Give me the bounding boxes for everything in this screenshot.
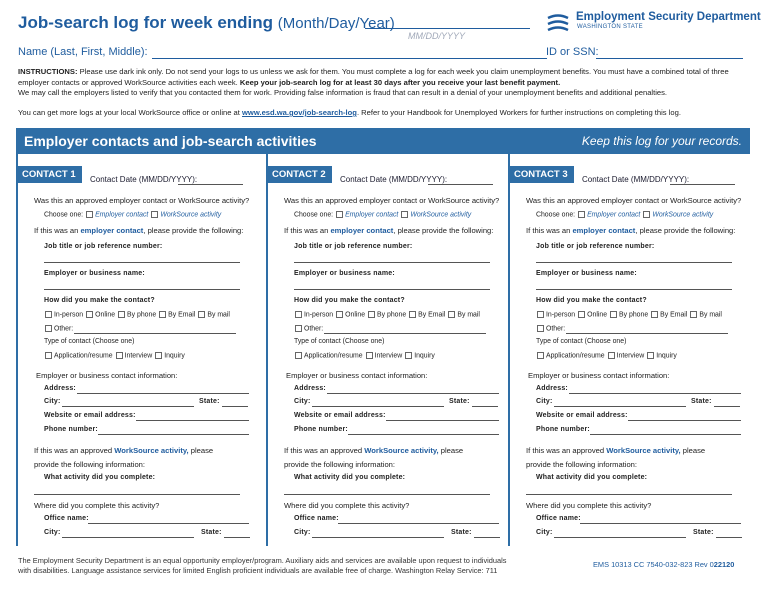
phone-field[interactable] bbox=[98, 434, 249, 435]
phone-label: Phone number: bbox=[294, 426, 348, 433]
field-text: Employer or business contact information: bbox=[528, 371, 670, 380]
city-label: City: bbox=[536, 398, 553, 405]
inquiry-checkbox[interactable] bbox=[647, 352, 654, 359]
title-date-format: (Month/Day/Year) bbox=[277, 15, 395, 32]
city-field[interactable] bbox=[62, 406, 194, 407]
in-person-checkbox[interactable] bbox=[537, 311, 544, 318]
intro-text: please bbox=[682, 446, 706, 455]
field-text: Employer or business contact information: bbox=[36, 371, 178, 380]
application-checkbox[interactable] bbox=[537, 352, 544, 359]
more-logs-text: You can get more logs at your local WorkSource office or online at bbox=[18, 108, 240, 117]
activity-state-label: State: bbox=[693, 529, 714, 536]
footer-line-1: The Employment Security Department is an equal opportunity employer/program. Auxiliary aids and services are available upon request to individuals bbox=[18, 556, 507, 565]
answer-line[interactable] bbox=[294, 262, 490, 263]
address-field[interactable] bbox=[77, 393, 249, 394]
contact-type-row bbox=[534, 352, 677, 359]
worksource-activity-checkbox[interactable] bbox=[643, 211, 650, 218]
online-label: Online bbox=[587, 311, 608, 319]
contact-date-field[interactable] bbox=[670, 184, 735, 185]
column-rule bbox=[16, 154, 18, 546]
application-label: Application/resume bbox=[304, 352, 363, 360]
choose-one-label: Choose one: bbox=[294, 211, 334, 219]
field-label: Job title or job reference number: bbox=[294, 243, 413, 250]
inquiry-checkbox[interactable] bbox=[155, 352, 162, 359]
application-label: Application/resume bbox=[546, 352, 605, 360]
activity-city-field[interactable] bbox=[62, 537, 194, 538]
by-phone-label: By phone bbox=[377, 311, 407, 319]
field-text: Was this an approved employer contact or WorkSource activity? bbox=[284, 196, 500, 205]
other-method-row bbox=[42, 325, 73, 332]
week-ending-date-placeholder: MM/DD/YYYY bbox=[408, 31, 466, 41]
field-text: provide the following information: bbox=[34, 460, 146, 469]
other-label: Other: bbox=[54, 325, 74, 333]
worksource-intro bbox=[34, 446, 213, 455]
activity-state-label: State: bbox=[201, 529, 222, 536]
state-label: State: bbox=[199, 398, 220, 405]
interview-label: Interview bbox=[374, 352, 403, 360]
address-label: Address: bbox=[294, 385, 326, 392]
by-mail-label: By mail bbox=[207, 311, 230, 319]
field-label: What activity did you complete: bbox=[294, 474, 406, 481]
address-field[interactable] bbox=[327, 393, 499, 394]
contact-column bbox=[508, 154, 746, 546]
by-phone-checkbox[interactable] bbox=[118, 311, 125, 318]
interview-checkbox[interactable] bbox=[366, 352, 373, 359]
field-label: Employer or business name: bbox=[536, 270, 637, 277]
employer-contact-checkbox[interactable] bbox=[86, 211, 93, 218]
activity-city-field[interactable] bbox=[554, 537, 686, 538]
interview-checkbox[interactable] bbox=[116, 352, 123, 359]
activity-city-label: City: bbox=[294, 529, 311, 536]
field-label: What activity did you complete: bbox=[44, 474, 156, 481]
choose-one-label: Choose one: bbox=[536, 211, 576, 219]
activity-city-label: City: bbox=[536, 529, 553, 536]
worksource-activity-checkbox[interactable] bbox=[151, 211, 158, 218]
answer-line[interactable] bbox=[44, 262, 240, 263]
other-method-row bbox=[534, 325, 565, 332]
address-field[interactable] bbox=[569, 393, 741, 394]
employer-contact-checkbox[interactable] bbox=[336, 211, 343, 218]
by-phone-label: By phone bbox=[619, 311, 649, 319]
by-email-checkbox[interactable] bbox=[651, 311, 658, 318]
phone-field[interactable] bbox=[348, 434, 499, 435]
field-label: What activity did you complete: bbox=[536, 474, 648, 481]
interview-label: Interview bbox=[616, 352, 645, 360]
by-phone-checkbox[interactable] bbox=[610, 311, 617, 318]
answer-line[interactable] bbox=[536, 262, 732, 263]
in-person-checkbox[interactable] bbox=[295, 311, 302, 318]
intro-text: If this was an bbox=[34, 226, 79, 235]
intro-highlight: employer contact bbox=[80, 226, 144, 235]
field-label: Employer or business name: bbox=[294, 270, 395, 277]
in-person-label: In-person bbox=[304, 311, 334, 319]
field-text: Type of contact (Choose one) bbox=[44, 338, 135, 345]
choose-one-row bbox=[44, 211, 221, 218]
by-mail-checkbox[interactable] bbox=[690, 311, 697, 318]
contact-type-row bbox=[42, 352, 185, 359]
inquiry-checkbox[interactable] bbox=[405, 352, 412, 359]
employer-contact-option: Employer contact bbox=[95, 211, 149, 219]
by-mail-label: By mail bbox=[457, 311, 480, 319]
instructions-heading: INSTRUCTIONS: bbox=[18, 67, 78, 76]
name-field[interactable] bbox=[152, 58, 547, 59]
city-label: City: bbox=[294, 398, 311, 405]
form-revision: 22120 bbox=[713, 560, 735, 569]
answer-line[interactable] bbox=[34, 494, 240, 495]
online-checkbox[interactable] bbox=[86, 311, 93, 318]
field-text: Employer or business contact information: bbox=[286, 371, 428, 380]
by-phone-label: By phone bbox=[127, 311, 157, 319]
office-name-label: Office name: bbox=[294, 515, 339, 522]
in-person-checkbox[interactable] bbox=[45, 311, 52, 318]
office-name-field[interactable] bbox=[88, 523, 249, 524]
answer-line[interactable] bbox=[294, 289, 490, 290]
field-text: Type of contact (Choose one) bbox=[536, 338, 627, 345]
esd-logo bbox=[546, 11, 761, 39]
office-name-label: Office name: bbox=[536, 515, 581, 522]
state-field[interactable] bbox=[222, 406, 248, 407]
worksource-activity-option: WorkSource activity bbox=[410, 211, 472, 219]
field-text: Where did you complete this activity? bbox=[284, 501, 410, 510]
other-method-row bbox=[292, 325, 323, 332]
other-checkbox[interactable] bbox=[537, 325, 544, 332]
contact-date-label: Contact Date (MM/DD/YYYY): bbox=[90, 175, 198, 184]
employer-contact-intro bbox=[526, 226, 735, 235]
website-field[interactable] bbox=[628, 420, 741, 421]
inquiry-label: Inquiry bbox=[164, 352, 185, 360]
field-label: Employer or business name: bbox=[44, 270, 145, 277]
other-label: Other: bbox=[304, 325, 324, 333]
contact-column bbox=[16, 154, 254, 546]
instructions-line-2a: total of three employer contacts or approved WorkSource activities each week. bbox=[18, 67, 729, 87]
activity-state-field[interactable] bbox=[716, 537, 742, 538]
in-person-label: In-person bbox=[546, 311, 576, 319]
field-label: Job title or job reference number: bbox=[536, 243, 655, 250]
field-label: Job title or job reference number: bbox=[44, 243, 163, 250]
contact-tag: CONTACT 2 bbox=[266, 166, 332, 183]
intro-text: please bbox=[190, 446, 214, 455]
footer bbox=[18, 556, 538, 576]
worksource-intro bbox=[526, 446, 705, 455]
worksource-activity-option: WorkSource activity bbox=[160, 211, 222, 219]
by-email-label: By Email bbox=[660, 311, 688, 319]
instructions-line-1: Please use dark ink only. Do not send your logs to us unless we ask for them. You must complete a log for each week you claim unemployment benefits. You must have a combined bbox=[79, 67, 685, 76]
intro-highlight: employer contact bbox=[572, 226, 636, 235]
banner-note: Keep this log for your records. bbox=[581, 134, 742, 148]
phone-field[interactable] bbox=[590, 434, 741, 435]
application-checkbox[interactable] bbox=[45, 352, 52, 359]
city-field[interactable] bbox=[312, 406, 444, 407]
other-checkbox[interactable] bbox=[295, 325, 302, 332]
by-email-label: By Email bbox=[418, 311, 446, 319]
section-banner bbox=[16, 128, 750, 154]
instructions-line-3: We may call the employers listed to verify that you contacted them for work. Providing false information is fraud that can result in a denial of your unemployment benefits and additional penalties. bbox=[18, 88, 668, 97]
field-text: Type of contact (Choose one) bbox=[294, 338, 385, 345]
contact-column bbox=[266, 154, 504, 546]
more-logs-text-2: . Refer to your Handbook for Unemployed Workers for further instructions on completing this log. bbox=[356, 108, 681, 117]
answer-line[interactable] bbox=[526, 494, 732, 495]
footer-line-2: with disabilities. Language assistance services for limited English proficient individuals are available free of charge. Washington Relay Service: 711 bbox=[18, 566, 498, 575]
field-text: provide the following information: bbox=[526, 460, 638, 469]
contact-method-row bbox=[534, 311, 722, 318]
answer-line[interactable] bbox=[284, 494, 490, 495]
banner-title: Employer contacts and job-search activities bbox=[24, 133, 317, 149]
form-number bbox=[593, 560, 734, 569]
intro-text: , please provide the following: bbox=[143, 226, 244, 235]
interview-label: Interview bbox=[124, 352, 153, 360]
address-label: Address: bbox=[536, 385, 568, 392]
worksource-activity-checkbox[interactable] bbox=[401, 211, 408, 218]
application-checkbox[interactable] bbox=[295, 352, 302, 359]
instructions-keep-log: Keep your job-search log for at least 30 days after you receive your last benefit payment. bbox=[239, 77, 561, 87]
website-field[interactable] bbox=[386, 420, 499, 421]
name-label: Name (Last, First, Middle): bbox=[18, 46, 148, 58]
intro-highlight: WorkSource activity, bbox=[606, 446, 681, 455]
state-label: State: bbox=[691, 398, 712, 405]
office-name-label: Office name: bbox=[44, 515, 89, 522]
other-method-field[interactable] bbox=[324, 333, 486, 334]
answer-line[interactable] bbox=[44, 289, 240, 290]
choose-one-row bbox=[536, 211, 713, 218]
online-checkbox[interactable] bbox=[336, 311, 343, 318]
logo-name: Employment Security Department bbox=[576, 11, 761, 23]
intro-highlight: WorkSource activity, bbox=[114, 446, 189, 455]
website-label: Website or email address: bbox=[44, 412, 136, 419]
contact-method-row bbox=[292, 311, 480, 318]
intro-text: If this was an bbox=[284, 226, 329, 235]
field-text: Was this an approved employer contact or WorkSource activity? bbox=[526, 196, 742, 205]
contact-date-label: Contact Date (MM/DD/YYYY): bbox=[582, 175, 690, 184]
by-email-checkbox[interactable] bbox=[409, 311, 416, 318]
column-rule bbox=[508, 154, 510, 546]
online-checkbox[interactable] bbox=[578, 311, 585, 318]
title-text: Job-search log for week ending bbox=[18, 13, 274, 32]
contact-tag: CONTACT 3 bbox=[508, 166, 574, 183]
choose-one-row bbox=[294, 211, 471, 218]
field-label: How did you make the contact? bbox=[294, 297, 405, 304]
intro-text: , please provide the following: bbox=[635, 226, 736, 235]
ssn-label: ID or SSN: bbox=[546, 46, 599, 58]
field-text: Was this an approved employer contact or WorkSource activity? bbox=[34, 196, 250, 205]
intro-text: If this was an bbox=[526, 226, 571, 235]
intro-text: , please provide the following: bbox=[393, 226, 494, 235]
website-label: Website or email address: bbox=[294, 412, 386, 419]
online-label: Online bbox=[345, 311, 366, 319]
inquiry-label: Inquiry bbox=[414, 352, 435, 360]
page-title bbox=[18, 13, 395, 33]
by-mail-checkbox[interactable] bbox=[448, 311, 455, 318]
other-checkbox[interactable] bbox=[45, 325, 52, 332]
field-text: Where did you complete this activity? bbox=[34, 501, 160, 510]
state-field[interactable] bbox=[714, 406, 740, 407]
esd-logo-mark-icon bbox=[546, 13, 570, 35]
activity-city-label: City: bbox=[44, 529, 61, 536]
field-text: Where did you complete this activity? bbox=[526, 501, 652, 510]
intro-text: If this was an approved bbox=[34, 446, 113, 455]
header bbox=[18, 11, 761, 41]
phone-label: Phone number: bbox=[536, 426, 590, 433]
form-number-text: EMS 10313 CC 7540-032-823 Rev 0 bbox=[593, 560, 714, 569]
field-label: How did you make the contact? bbox=[536, 297, 647, 304]
intro-text: please bbox=[440, 446, 464, 455]
city-field[interactable] bbox=[554, 406, 686, 407]
worksource-activity-option: WorkSource activity bbox=[652, 211, 714, 219]
instructions bbox=[18, 67, 746, 99]
intro-highlight: employer contact bbox=[330, 226, 394, 235]
ssn-field[interactable] bbox=[596, 58, 743, 59]
activity-city-field[interactable] bbox=[312, 537, 444, 538]
state-label: State: bbox=[449, 398, 470, 405]
contact-tag: CONTACT 1 bbox=[16, 166, 82, 183]
other-label: Other: bbox=[546, 325, 566, 333]
by-phone-checkbox[interactable] bbox=[368, 311, 375, 318]
field-text: provide the following information: bbox=[284, 460, 396, 469]
in-person-label: In-person bbox=[54, 311, 84, 319]
employer-contact-option: Employer contact bbox=[345, 211, 399, 219]
application-label: Application/resume bbox=[54, 352, 113, 360]
employer-contact-intro bbox=[34, 226, 243, 235]
activity-state-field[interactable] bbox=[474, 537, 500, 538]
week-ending-date-field[interactable] bbox=[365, 28, 530, 29]
city-label: City: bbox=[44, 398, 61, 405]
by-email-label: By Email bbox=[168, 311, 196, 319]
choose-one-label: Choose one: bbox=[44, 211, 84, 219]
state-field[interactable] bbox=[472, 406, 498, 407]
website-field[interactable] bbox=[136, 420, 249, 421]
online-label: Online bbox=[95, 311, 116, 319]
office-name-field[interactable] bbox=[580, 523, 741, 524]
address-label: Address: bbox=[44, 385, 76, 392]
office-name-field[interactable] bbox=[338, 523, 499, 524]
contact-date-label: Contact Date (MM/DD/YYYY): bbox=[340, 175, 448, 184]
field-label: How did you make the contact? bbox=[44, 297, 155, 304]
interview-checkbox[interactable] bbox=[608, 352, 615, 359]
job-search-log-link[interactable]: www.esd.wa.gov/job-search-log bbox=[242, 108, 357, 117]
worksource-intro bbox=[284, 446, 463, 455]
activity-state-field[interactable] bbox=[224, 537, 250, 538]
website-label: Website or email address: bbox=[536, 412, 628, 419]
answer-line[interactable] bbox=[536, 289, 732, 290]
intro-highlight: WorkSource activity, bbox=[364, 446, 439, 455]
contact-date-field[interactable] bbox=[178, 184, 243, 185]
other-method-field[interactable] bbox=[566, 333, 728, 334]
contact-date-field[interactable] bbox=[428, 184, 493, 185]
intro-text: If this was an approved bbox=[284, 446, 363, 455]
inquiry-label: Inquiry bbox=[656, 352, 677, 360]
more-logs-note bbox=[18, 108, 746, 117]
employer-contact-checkbox[interactable] bbox=[578, 211, 585, 218]
by-mail-checkbox[interactable] bbox=[198, 311, 205, 318]
employer-contact-option: Employer contact bbox=[587, 211, 641, 219]
by-mail-label: By mail bbox=[699, 311, 722, 319]
intro-text: If this was an approved bbox=[526, 446, 605, 455]
other-method-field[interactable] bbox=[74, 333, 236, 334]
contact-method-row bbox=[42, 311, 230, 318]
phone-label: Phone number: bbox=[44, 426, 98, 433]
contact-type-row bbox=[292, 352, 435, 359]
employer-contact-intro bbox=[284, 226, 493, 235]
activity-state-label: State: bbox=[451, 529, 472, 536]
by-email-checkbox[interactable] bbox=[159, 311, 166, 318]
logo-subtitle: WASHINGTON STATE bbox=[577, 24, 643, 30]
column-rule bbox=[266, 154, 268, 546]
